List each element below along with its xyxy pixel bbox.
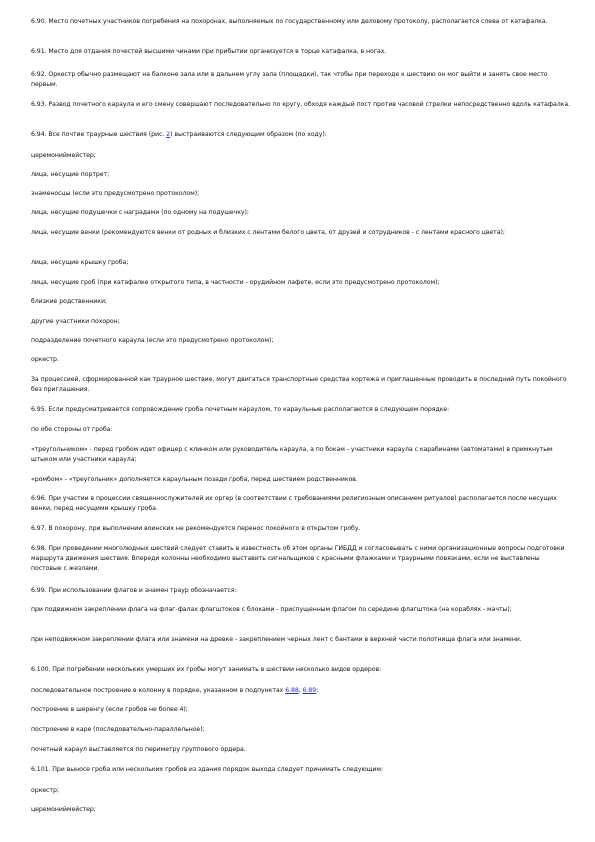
list-item: другие участники похорон; [31, 318, 120, 325]
paragraph-6-92: 6.92. Оркестр обычно размещают на балконе зала или в дальнем углу зала (площадки), так чтобы при переходе к шествию он мог выйти и занять свое место первым. [31, 71, 548, 88]
list-item: лица, несущие гроб (при катафалке открытого типа, в частности - орудийном лафете, если это предусмотрено протоколом); [31, 279, 440, 286]
list-item: церемониймейстер; [31, 152, 96, 159]
list-item: близкие родственники; [31, 298, 107, 305]
list-item: лица, несущие венки (рекомендуются венки от родных и близких с лентами белого цвета, от друзей и сотрудников - с лентами красного цвета); [31, 229, 505, 236]
list-item-text: последовательное построение в колонну в порядке, указанном в подпунктах [31, 687, 286, 694]
list-item: при неподвижном закреплении флага или знамени на древке - закреплением черных лент с бантами в верхней части полотнища флага или знамени. [31, 636, 522, 643]
paragraph-6-96: 6.96. При участии в процессии священнослужителей их оргер (в соответствии с требованиями религиозным описанием ритуалов) располагается после несущих венки, перед несущими крышку гроба. [31, 495, 557, 512]
list-item: построение в каре (последовательно-параллельное); [31, 726, 205, 733]
figure-2-link[interactable]: 2 [166, 131, 171, 138]
list-item-text-end: ; [316, 687, 319, 694]
list-item: подразделение почетного караула (если это предусмотрено протоколом); [31, 337, 274, 344]
list-item: лица, несущие портрет; [31, 171, 110, 178]
list-item: церемониймейстер; [31, 806, 96, 813]
paragraph-6-98: 6.98. При проведении многолюдных шествий следует ставить в известность об этом органы ГИБДД и согласовывать с ними организационные вопросы подготовки маршрута движения шествия. Впереди колонны необходимо выставить сигнальщиков с красными флажками и траурными повязками, если не выставлены постовые с жезлами. [31, 545, 565, 572]
list-item [31, 686, 318, 696]
list-item: лица, несущие крышку гроба; [31, 259, 129, 266]
list-item: по обе стороны от гроба: [31, 426, 113, 433]
paragraph-6-94-text-end: ) выстраиваются следующим образом (по ходу): [170, 131, 327, 138]
paragraph-6-97: 6.97. В похорону, при выполнении воинских не рекомендуется перенос покойного в открытом гробу. [31, 525, 361, 532]
paragraph-6-101: 6.101. При выносе гроба или нескольких гробов из здания порядок выхода следует принимать следующим: [31, 766, 384, 773]
list-item: оркестр. [31, 356, 59, 363]
paragraph-6-94 [31, 130, 327, 140]
paragraph-6-93: 6.93. Развод почетного караула и его смену совершают последовательно по кругу, обходя каждый пост против часовой стрелки непосредственно вдоль катафалка. [31, 101, 571, 108]
paragraph-6-90: 6.90. Место почетных участников погребения на похоронах, выполняемых по государственному или деловому протоколу, располагается слева от катафалка. [31, 18, 548, 25]
list-item: оркестр; [31, 787, 59, 794]
paragraph-6-100: 6.100. При погребении нескольких умерших их гробы могут занимать в шествии несколько видов ордеров: [31, 666, 382, 673]
list-item: при подвижном закреплении флага на флаг-фалах флагштоков с блоками - приспущенным флагом по середине флагштока (на кораблях - мачты); [31, 606, 512, 613]
paragraph-6-94-text: 6.94. Все почтие траурные шествия (рис. [31, 131, 167, 138]
paragraph-6-99: 6.99. При использовании флагов и знамен траур обозначается: [31, 587, 237, 594]
list-item: знаменосцы (если это предусмотрено протоколом); [31, 190, 200, 197]
list-item: построение в шеренгу (если гробов не более 4); [31, 706, 188, 713]
paragraph-6-95: 6.95. Если предусматривается сопровождение гроба почетным караулом, то караульные располагаются в следующем порядке: [31, 406, 450, 413]
list-item: лица, несущие подушечки с наградами (по одному на подушечку); [31, 209, 249, 216]
list-item-separator: , [298, 687, 303, 694]
list-item: «ромбом» - «треугольник» дополняется караульным позади гроба, перед шествием родственников. [31, 476, 358, 483]
paragraph-procession-note: За процессией, сформированной как траурное шествие, могут двигаться транспортные средства кортежа и приглашенные проводить в последний путь покойного без приглашения. [31, 376, 567, 393]
subsection-6-88-link[interactable]: 6.88 [285, 687, 299, 694]
list-item: почетный караул выставляется по периметру группового ордера. [31, 746, 246, 753]
paragraph-6-91: 6.91. Место для отдания почестей высшими чинами при прибытии организуется в торце катафалка, в ногах. [31, 48, 387, 55]
list-item: «треугольником» - перед гробом идет офицер с клинком или руководитель караула, а по бокам - участники караула с карабинами (автоматами) в примкнутым штыком или участники караула; [31, 446, 553, 463]
subsection-6-89-link[interactable]: 6.89 [302, 687, 317, 694]
